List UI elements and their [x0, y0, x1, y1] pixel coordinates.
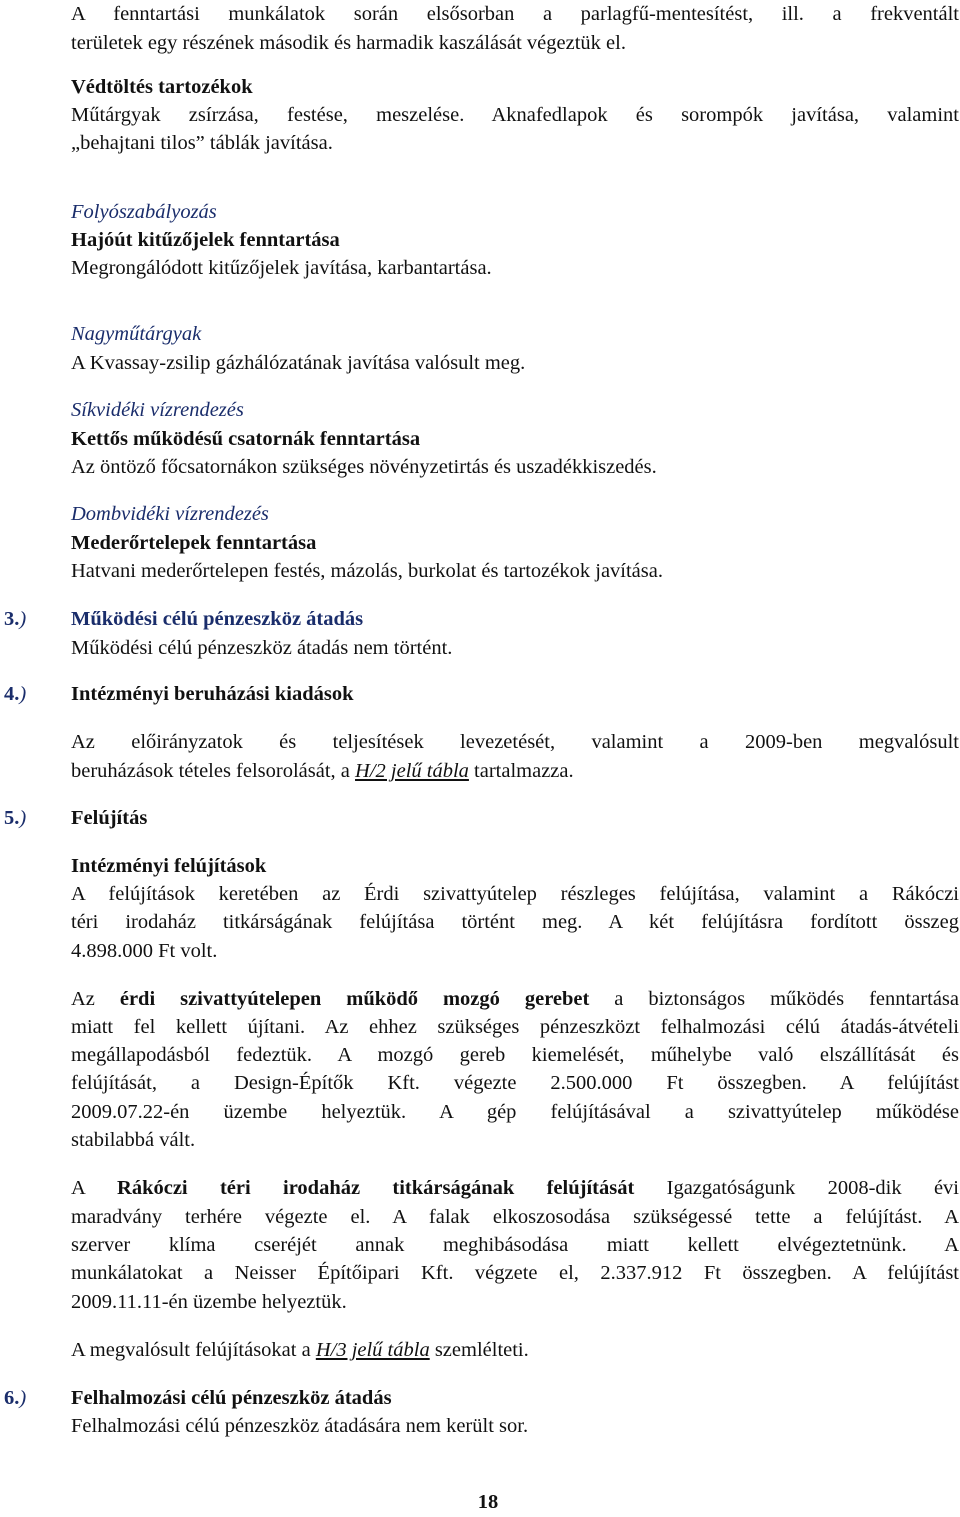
table-reference-link[interactable]: H/3 jelű tábla [315, 1339, 430, 1361]
paragraph-line: A Rákóczi téri irodaház titkárságának felújítását Igazgatóságunk 2008-dik évi [71, 1177, 959, 1199]
paragraph-line: A Kvassay-zsilip gázhálózatának javítása valósult meg. [71, 352, 526, 374]
section-heading: Intézményi beruházási kiadások [71, 683, 354, 705]
paragraph-line: Megrongálódott kitűzőjelek javítása, karbantartása. [71, 257, 492, 279]
paragraph-line: beruházások tételes felsorolását, a H/2 jelű tábla tartalmazza. [71, 760, 574, 782]
paragraph-line: A fenntartási munkálatok során elsősorban a parlagfű-mentesítést, ill. a frekventált [71, 3, 959, 25]
table-reference-link[interactable]: H/2 jelű tábla [355, 760, 469, 782]
category-subtitle: Síkvidéki vízrendezés [71, 399, 244, 421]
category-subtitle: Nagyműtárgyak [71, 323, 202, 345]
paragraph-line: Műtárgyak zsírzása, festése, meszelése. Aknafedlapok és sorompók javítása, valamint [71, 104, 959, 126]
paragraph-line: stabilabbá vált. [71, 1129, 196, 1151]
section-heading: Működési célú pénzeszköz átadás [71, 608, 364, 630]
section-heading: Felújítás [71, 807, 148, 829]
section-number: 5.) [4, 807, 27, 829]
subsection-title: Intézményi felújítások [71, 855, 267, 877]
paragraph-line: Az előirányzatok és teljesítések levezetését, valamint a 2009-ben megvalósult [71, 731, 959, 753]
paragraph-line: Az öntöző főcsatornákon szükséges növényzetirtás és uszadékkiszedés. [71, 456, 657, 478]
section-title: Védtöltés tartozékok [71, 76, 253, 98]
paragraph-line: A felújítások keretében az Érdi szivattyútelep részleges felújítása, valamint a Rákóczi [71, 883, 959, 905]
paragraph-line: 2009.11.11-én üzembe helyeztük. [71, 1291, 347, 1313]
paragraph-line: felújítását, a Design-Építők Kft. végezte 2.500.000 Ft összegben. A felújítást [71, 1072, 959, 1094]
section-number: 6.) [4, 1387, 27, 1409]
section-title: Kettős működésű csatornák fenntartása [71, 428, 421, 450]
paragraph-line: szerver klíma cseréjét annak meghibásodása miatt kellett elvégeztetnünk. A [71, 1234, 959, 1256]
paragraph-line: munkálatokat a Neisser Építőipari Kft. végzete el, 2.337.912 Ft összegben. A felújítást [71, 1262, 959, 1284]
paragraph-line: Működési célú pénzeszköz átadás nem történt. [71, 637, 453, 659]
paragraph-line: Hatvani mederőrtelepen festés, mázolás, burkolat és tartozékok javítása. [71, 560, 663, 582]
section-heading: Felhalmozási célú pénzeszköz átadás [71, 1387, 392, 1409]
paragraph-line: Az érdi szivattyútelepen működő mozgó gerebet a biztonságos működés fenntartása [71, 988, 959, 1010]
paragraph-line: Felhalmozási célú pénzeszköz átadására nem került sor. [71, 1415, 529, 1437]
page-number: 18 [477, 1491, 499, 1513]
section-title: Mederőrtelepek fenntartása [71, 532, 317, 554]
category-subtitle: Dombvidéki vízrendezés [71, 503, 269, 525]
paragraph-line: miatt fel kellett újítani. Az ehhez szükséges pénzeszközt felhalmozási célú átadás-átvételi [71, 1016, 959, 1038]
category-subtitle: Folyószabályozás [71, 201, 217, 223]
paragraph-line: területek egy részének második és harmadik kaszálását végeztük el. [71, 32, 626, 54]
paragraph-line: A megvalósult felújításokat a H/3 jelű tábla szemlélteti. [71, 1339, 529, 1361]
paragraph-line: téri irodaház titkárságának felújítása történt meg. A két felújításra fordított összeg [71, 911, 959, 933]
paragraph-line: maradvány terhére végezte el. A falak elkoszosodása szükségessé tette a felújítást. A [71, 1206, 959, 1228]
section-number: 3.) [4, 608, 27, 630]
section-number: 4.) [4, 683, 27, 705]
paragraph-line: 4.898.000 Ft volt. [71, 940, 218, 962]
paragraph-line: „behajtani tilos” táblák javítása. [71, 132, 333, 154]
paragraph-line: megállapodásból fedeztük. A mozgó gereb kiemelését, műhelybe való elszállítását és [71, 1044, 959, 1066]
section-title: Hajóút kitűzőjelek fenntartása [71, 229, 340, 251]
paragraph-line: 2009.07.22-én üzembe helyeztük. A gép felújításával a szivattyútelep működése [71, 1101, 959, 1123]
